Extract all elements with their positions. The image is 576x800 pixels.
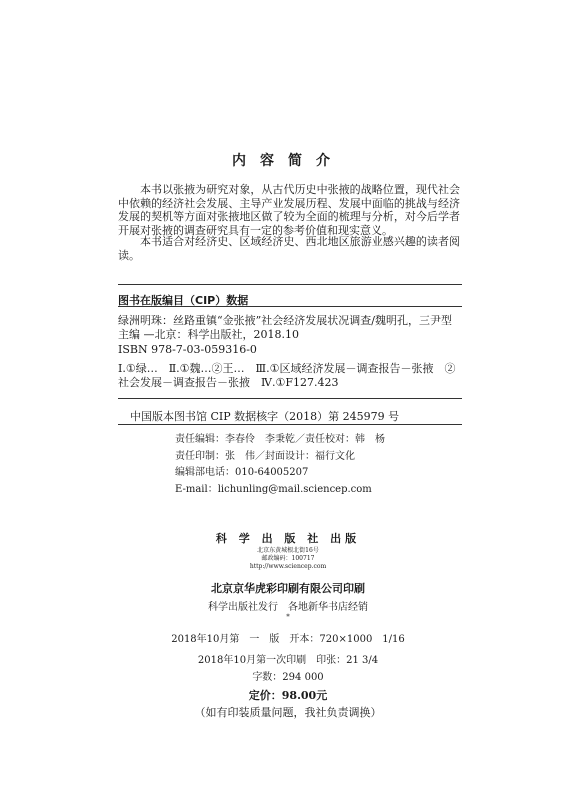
publisher-address-block bbox=[0, 547, 576, 571]
credits-editors: 责任编辑：李春伶 李秉乾／责任校对：韩 杨 bbox=[175, 434, 385, 445]
cip-data-number: 中国版本图书馆 CIP 数据核字（2018）第 245979 号 bbox=[130, 410, 400, 423]
separator-cip bbox=[118, 306, 462, 307]
printer-name: 北京京华虎彩印刷有限公司印刷 bbox=[211, 582, 365, 595]
star-divider: * bbox=[286, 613, 290, 621]
separator-top bbox=[118, 284, 462, 285]
cip-heading: 图书在版编目（CIP）数据 bbox=[118, 294, 249, 307]
edition-line: 2018年10月第 一 版 开本：720×1000 1/16 bbox=[171, 634, 405, 645]
credits-print-design: 责任印制：张 伟／封面设计：福行文化 bbox=[175, 450, 355, 462]
cip-classification: Ⅰ.①绿… Ⅱ.①魏…②王… Ⅲ.①区域经济发展－调查报告－张掖 ②社会发展－调查报告－张掖 Ⅳ.①F127.423 bbox=[118, 362, 456, 389]
publisher-website: http://www.sciencep.com bbox=[249, 563, 327, 570]
separator-cip-end bbox=[118, 398, 462, 399]
credits-block bbox=[175, 432, 385, 498]
credits-phone: 编辑部电话：010-64005207 bbox=[175, 467, 309, 478]
cip-record: 绿洲明珠：丝路重镇“金张掖”社会经济发展状况调查/魏明孔，三尹型主编 —北京：科学出版社，2018.10 bbox=[118, 314, 452, 341]
summary-paragraph-2: 本书适合对经济史、区域经济史、西北地区旅游业感兴趣的读者阅读。 bbox=[118, 235, 460, 262]
publisher-postcode: 邮政编码：100717 bbox=[261, 555, 315, 562]
publisher-address: 北京东黄城根北街16号 bbox=[257, 547, 319, 554]
publisher-name: 科 学 出 版 社 出版 bbox=[215, 532, 361, 545]
cip-isbn: ISBN 978-7-03-059316-0 bbox=[118, 343, 257, 356]
distribution-line: 科学出版社发行 各地新华书店经销 bbox=[208, 602, 368, 613]
summary-paragraph-1: 本书以张掖为研究对象，从古代历史中张掖的战略位置，现代社会中依赖的经济社会发展、主导产业发展历程、发展中面临的挑战与经济发展的契机等方面对张掖地区做了较为全面的梳理与分析，对今后学者开展对张掖的调查研究具有一定的参考价值和现实意义。 bbox=[118, 183, 460, 237]
quality-notice: （如有印装质量问题，我社负责调换） bbox=[194, 706, 382, 719]
price: 定价：98.00元 bbox=[248, 689, 328, 702]
separator-credits bbox=[118, 424, 462, 425]
credits-email: E-mail：lichunling@mail.sciencep.com bbox=[175, 483, 372, 495]
printing-line: 2018年10月第一次印刷 印张：21 3/4 bbox=[197, 655, 379, 666]
summary-title: 内容简介 bbox=[232, 153, 344, 169]
word-count: 字数：294 000 bbox=[252, 672, 324, 683]
